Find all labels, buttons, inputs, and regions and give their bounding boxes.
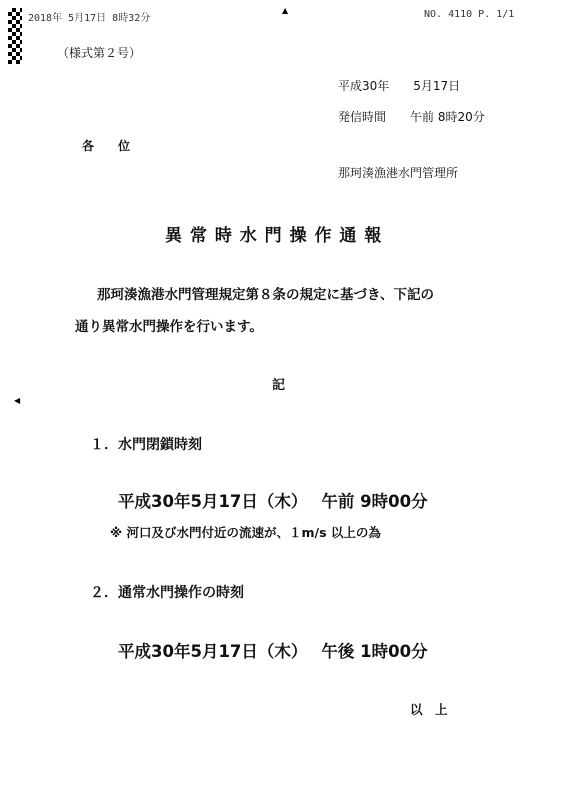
send-time: 発信時間 午前 8時20分 <box>338 110 485 124</box>
issue-date: 平成30年 5月17日 <box>338 79 461 93</box>
sender-office: 那珂湊漁港水門管理所 <box>338 166 459 180</box>
form-label: （様式第２号） <box>57 46 142 60</box>
item1-note: ※ 河口及び水門付近の流速が、１m/s 以上の為 <box>110 525 381 540</box>
fax-registration-mark <box>8 8 22 64</box>
scan-mark-top: ▲ <box>282 6 289 15</box>
item1-datetime: 平成30年5月17日（木） 午前 9時00分 <box>118 492 428 511</box>
fax-datetime: 2018年 5月17日 8時32分 <box>28 13 151 24</box>
addressee: 各 位 <box>82 139 131 153</box>
closing-text: 以 上 <box>410 702 448 717</box>
item2-datetime: 平成30年5月17日（木） 午後 1時00分 <box>118 642 428 661</box>
scan-mark-left: ◀ <box>14 396 21 405</box>
item2-heading: ２．通常水門操作の時刻 <box>90 585 244 601</box>
fax-page-number: NO. 4110 P. 1/1 <box>424 9 515 20</box>
item1-heading: １．水門閉鎖時刻 <box>90 437 202 453</box>
document-title: 異 常 時 水 門 操 作 通 報 <box>165 226 383 246</box>
body-text-line-2: 通り異常水門操作を行います。 <box>75 319 263 335</box>
body-text-line-1: 那珂湊漁港水門管理規定第８条の規定に基づき、下記の <box>97 287 434 303</box>
ki-heading: 記 <box>272 378 286 393</box>
